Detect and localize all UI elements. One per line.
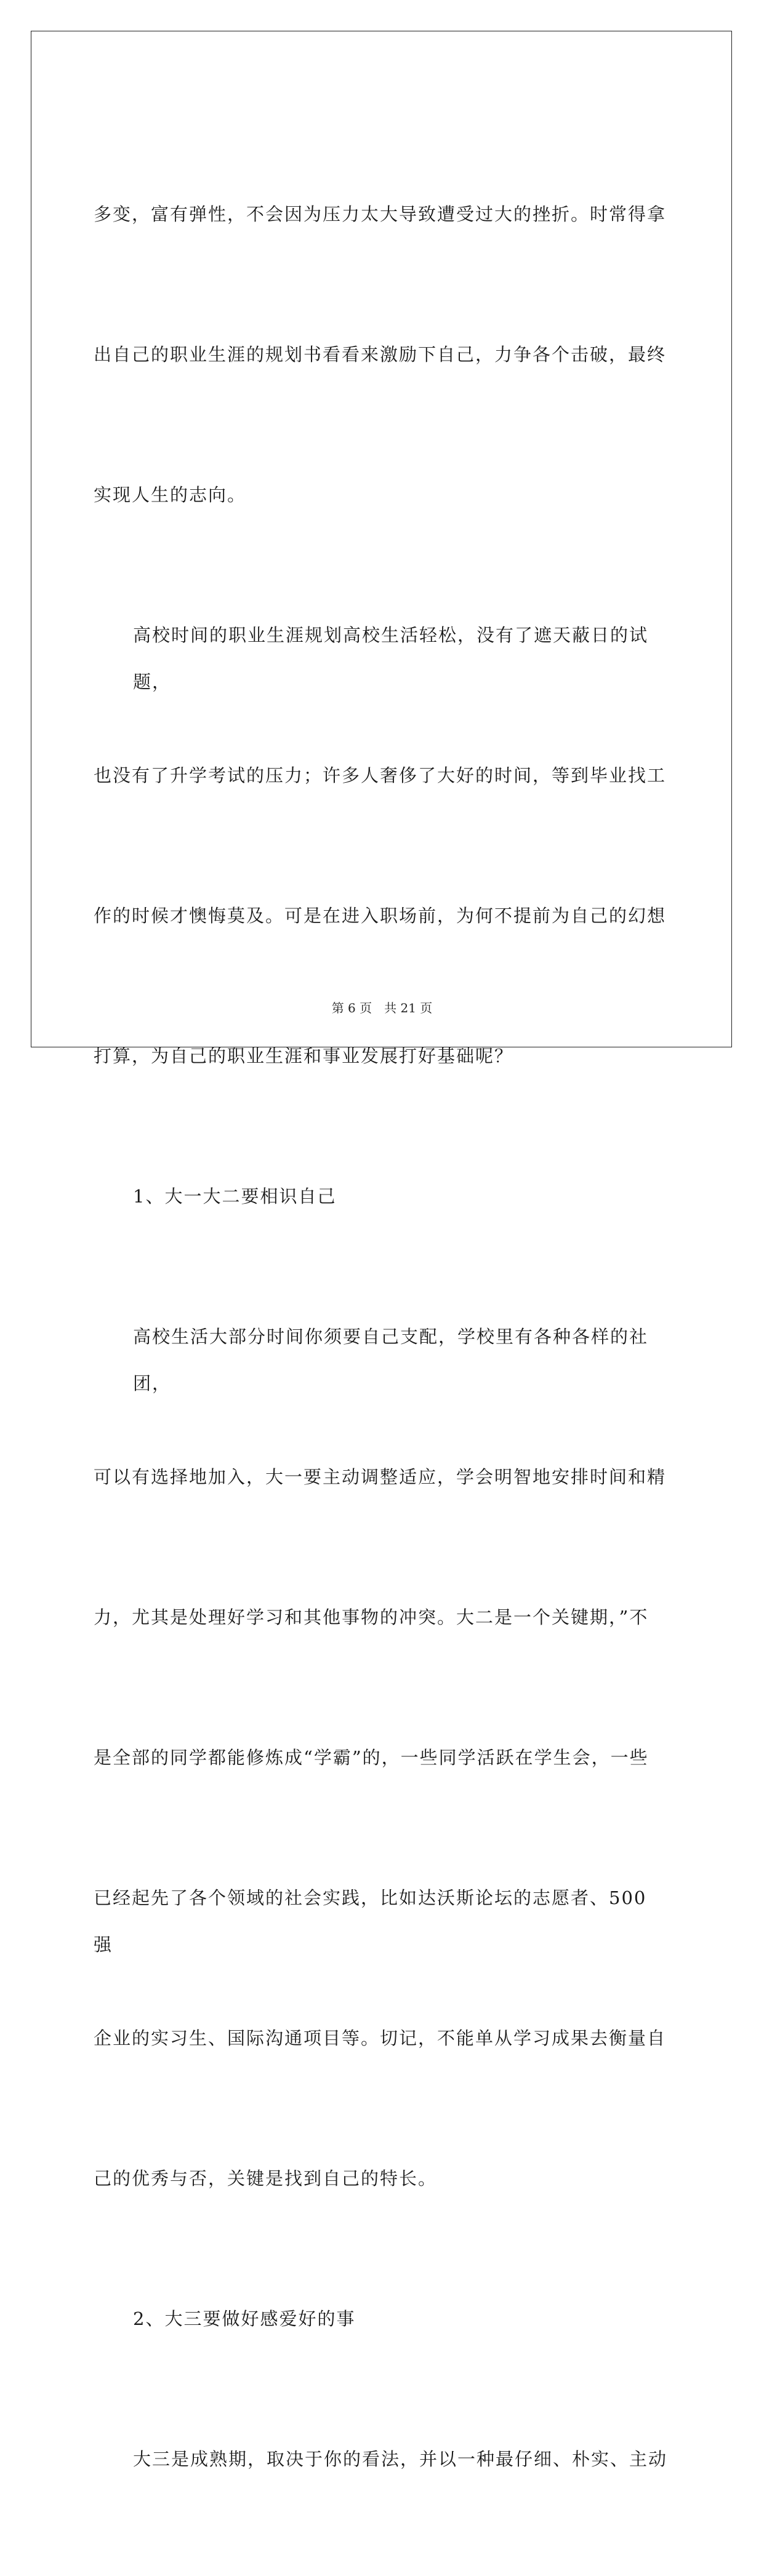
document-body xyxy=(94,97,672,2576)
text-line: 高校时间的职业生涯规划高校生活轻松，没有了遮天蔽日的试题， xyxy=(133,625,649,692)
text-line: 实现人生的志向。 xyxy=(94,484,247,505)
text-line: 高校生活大部分时间你须要自己支配，学校里有各种各样的社团， xyxy=(133,1326,649,1394)
text-line: 作的时候才懊悔莫及。可是在进入职场前，为何不提前为自己的幻想 xyxy=(94,905,667,926)
text-line: 己的优秀与否，关键是找到自己的特长。 xyxy=(94,2168,438,2189)
text-line: 打算，为自己的职业生涯和事业发展打好基础呢？ xyxy=(94,1046,514,1066)
text-line: 多变，富有弹性，不会因为压力太大导致遭受过大的挫折。时常得拿 xyxy=(94,204,667,225)
text-line: 可以有选择地加入，大一要主动调整适应，学会明智地安排时间和精 xyxy=(94,1466,667,1487)
body-text xyxy=(94,97,672,2576)
text-line: 也没有了升学考试的压力；许多人奢侈了大好的时间，等到毕业找工 xyxy=(94,765,667,786)
section-heading: 1、大一大二要相识自己 xyxy=(133,1186,337,1207)
text-line: 大三是成熟期，取决于你的看法，并以一种最仔细、朴实、主动 xyxy=(133,2449,668,2470)
section-heading: 2、大三要做好感爱好的事 xyxy=(133,2308,356,2329)
text-line: 力，尤其是处理好学习和其他事物的冲突。大二是一个关键期，”不 xyxy=(94,1607,649,1628)
text-line: 是全部的同学都能修炼成“学霸”的，一些同学活跃在学生会，一些 xyxy=(94,1747,649,1768)
text-line: 企业的实习生、国际沟通项目等。切记，不能单从学习成果去衡量自 xyxy=(94,2028,667,2049)
text-line: 已经起先了各个领域的社会实践，比如达沃斯论坛的志愿者、500 强 xyxy=(94,1887,654,1955)
text-line: 出自己的职业生涯的规划书看看来激励下自己，力争各个击破，最终 xyxy=(94,344,667,365)
page-number-footer: 第 6 页 共 21 页 xyxy=(331,1001,433,1015)
